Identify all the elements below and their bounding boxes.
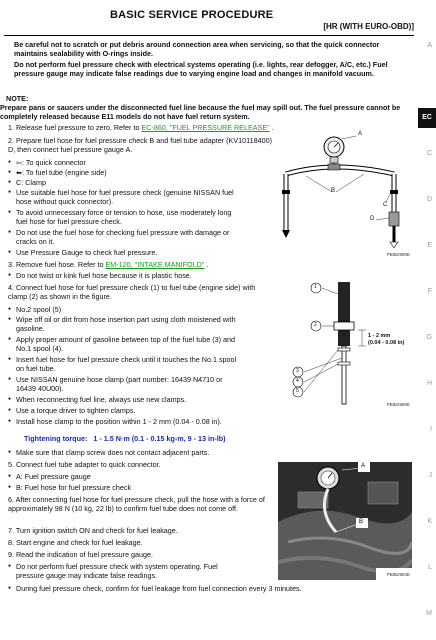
figure-id: PBIB2980E (386, 402, 410, 408)
engine-photo-illustration (278, 462, 412, 580)
step-3-text: 3. Remove fuel hose. Refer to (8, 260, 106, 269)
gauge-hose-illustration (276, 130, 412, 260)
figure-engine-gauge-photo (278, 462, 412, 580)
step-5-bullet: ● B: Fuel hose for fuel pressure check (16, 483, 240, 492)
step-4-bullet: ● When reconnecting fuel line, always use new clamps. (16, 395, 316, 404)
torque-label: Tightening torque: (24, 434, 88, 443)
figure-id: PBIB2980E (386, 252, 410, 258)
index-letter[interactable]: E (427, 242, 432, 249)
figure-label: A (361, 463, 366, 469)
index-letter[interactable]: C (426, 150, 432, 157)
index-letter[interactable]: M (426, 610, 432, 617)
step-5-bullet: ● A: Fuel pressure gauge (16, 472, 240, 481)
step-7: 7. Turn ignition switch ON and check for fuel leakage. (8, 526, 178, 535)
index-letter[interactable]: K (427, 518, 432, 525)
step-3 (8, 260, 408, 269)
header-rule (4, 35, 414, 36)
step-6: 6. After connecting fuel hose for fuel pressure check, pull the hose with a force of approximately 98 N (10 kg, 22 lb) to confirm fuel tube does not come off. (8, 495, 265, 514)
step-4-bullet: ● Insert fuel hose for fuel pressure check until it touches the No.1 spool on fuel tube. (16, 355, 240, 373)
note-text: Prepare pans or saucers under the disconnected fuel line because the fuel may spill out. The fuel pressure cannot be completely released because E11 models do not have fuel return system. (0, 103, 401, 122)
step-4-bullet: ● Use a torque driver to tighten clamps. (16, 406, 316, 415)
figure-label: 2 (314, 322, 317, 328)
page-title: BASIC SERVICE PROCEDURE (110, 9, 274, 21)
step-3-suffix: . (204, 260, 209, 269)
step-4-bullet: ● Make sure that clamp screw does not contact adjacent parts. (16, 448, 316, 457)
step-2-bullet: ● ⬅: To fuel tube (engine side) (16, 168, 240, 177)
index-letter[interactable]: D (426, 196, 432, 203)
figure-label: B (331, 188, 336, 194)
figure-label: C (383, 202, 388, 208)
step-1-suffix: . (269, 123, 274, 132)
tightening-torque (24, 434, 404, 443)
step-4-bullet: ● No.2 spool (5) (16, 305, 240, 314)
step-9-bullet: ● Do not perform fuel pressure check with system operating. Fuel pressure gauge may indicate false readings. (16, 562, 240, 580)
figure-label: A (358, 131, 363, 137)
step-9: 9. Read the indication of fuel pressure gauge. (8, 550, 154, 559)
index-letter[interactable]: G (426, 334, 432, 341)
caution-1: Be careful not to scratch or put debris around connection area when servicing, so that the quick connector maintains sealability with O-rings inside. (14, 40, 380, 59)
index-letter[interactable]: I (430, 426, 432, 433)
section-index-sidebar (418, 0, 436, 640)
figure-label: D (370, 216, 375, 222)
step-2-bullet: ● Do not use the fuel hose for checking fuel pressure with damage or cracks on it. (16, 228, 240, 246)
step-2-bullet: ● Use Pressure Gauge to check fuel pressure. (16, 248, 240, 257)
figure-label: 1 (314, 284, 317, 290)
step-4-bullet: ● Install hose clamp to the position within 1 - 2 mm (0.04 - 0.08 in). (16, 417, 316, 426)
index-letter[interactable]: F (427, 288, 432, 295)
step-2-bullet: ● ⇦: To quick connector (16, 158, 240, 167)
ec-section-tab[interactable]: EC (418, 108, 436, 128)
step-4-bullet: ● Wipe off oil or dirt from hose insertion part using cloth moistened with gasoline. (16, 315, 240, 333)
dimension-label-imperial: (0.04 - 0.08 in) (368, 340, 405, 346)
dimension-label: 1 - 2 mm (368, 333, 391, 339)
link-intake-manifold[interactable]: EM-120, "INTAKE MANIFOLD" (105, 260, 205, 269)
torque-value: 1 - 1.5 N·m (0.1 - 0.15 kg-m, 9 - 13 in-lb) (93, 434, 226, 443)
step-8: 8. Start engine and check for fuel leakage. (8, 538, 143, 547)
index-letter[interactable]: L (428, 564, 432, 571)
step-4-bullet: ● Use NISSAN genuine hose clamp (part number: 16439 N4710 or 16439 40U00). (16, 375, 240, 393)
caution-2: Do not perform fuel pressure check with electrical systems operating (i.e. lights, rear defogger, A/C, etc.) Fuel pressure gauge may indicate false readings due to varying engine load and changes in manifold vacuum. (14, 60, 388, 79)
index-letter[interactable]: J (428, 472, 432, 479)
step-5: 5. Connect fuel tube adapter to quick connector. (8, 460, 161, 469)
note-label: NOTE: (6, 94, 29, 103)
step-2-bullet: ● To avoid unnecessary force or tension to hose, use moderately long fuel hose for fuel pressure check. (16, 208, 240, 226)
figure-fuel-pressure-gauge (276, 130, 412, 260)
figure-id: PBIB2984E (386, 572, 410, 578)
index-letter[interactable]: H (426, 380, 432, 387)
figure-hose-clamp-detail (276, 278, 412, 410)
step-2-bullet: ● C: Clamp (16, 178, 240, 187)
figure-label: 3 (296, 368, 299, 374)
figure-label: 5 (296, 388, 299, 394)
index-letter[interactable]: A (427, 42, 432, 49)
step-3-bullet: ● Do not twist or kink fuel hose because it is plastic hose. (16, 271, 316, 280)
figure-label: 4 (296, 378, 299, 384)
step-2-bullet: ● Use suitable fuel hose for fuel pressure check (genuine NISSAN fuel hose without quick connector). (16, 188, 240, 206)
link-fuel-pressure-release[interactable]: EC-860, "FUEL PRESSURE RELEASE" (141, 123, 270, 132)
step-1-text: 1. Release fuel pressure to zero. Refer to (8, 123, 142, 132)
step-2: 2. Prepare fuel hose for fuel pressure check B and fuel tube adapter (KV10118400) D, then connect fuel pressure gauge A. (8, 136, 272, 155)
figure-label: B (359, 519, 364, 525)
step-9-bullet: ● During fuel pressure check, confirm for fuel leakage from fuel connection every 3 minutes. (16, 584, 412, 593)
step-4-bullet: ● Apply proper amount of gasoline between top of the fuel tube (3) and No.1 spool (4). (16, 335, 240, 353)
page-subtitle: [HR (WITH EURO-OBD)] (323, 22, 414, 31)
step-4: 4. Connect fuel hose for fuel pressure check (1) to fuel tube (engine side) with clamp (2) as shown in the figure. (8, 283, 256, 302)
